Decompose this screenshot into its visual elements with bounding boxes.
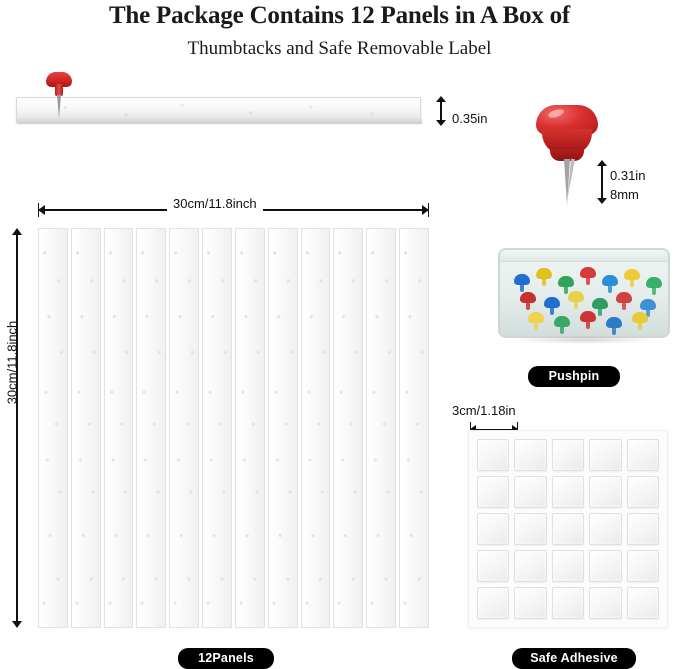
panel-strip bbox=[104, 228, 134, 628]
adhesive-square bbox=[589, 587, 621, 619]
adhesive-square bbox=[627, 513, 659, 545]
adhesive-square bbox=[552, 439, 584, 471]
adhesive-square bbox=[552, 587, 584, 619]
panel-strip bbox=[399, 228, 429, 628]
pushpin-box-shadow bbox=[508, 336, 660, 344]
pushpin-box bbox=[498, 248, 670, 346]
adhesive-caption-badge: Safe Adhesive bbox=[512, 648, 636, 669]
panel-thickness-label: 0.35in bbox=[452, 111, 488, 126]
adhesive-square bbox=[589, 439, 621, 471]
adhesive-square bbox=[552, 550, 584, 582]
adhesive-square bbox=[477, 476, 509, 508]
panel-strip bbox=[366, 228, 396, 628]
panel-height-dimension-arrow-icon bbox=[10, 228, 24, 628]
pushpin-item bbox=[558, 276, 574, 287]
pushpin-item bbox=[602, 275, 618, 286]
panel-side-view bbox=[16, 97, 421, 127]
panel-height-label: 30cm/11.8inch bbox=[4, 320, 20, 405]
adhesive-size-label: 3cm/1.18in bbox=[452, 403, 516, 418]
adhesive-square bbox=[477, 439, 509, 471]
panel-strip bbox=[268, 228, 298, 628]
pushpin-item bbox=[520, 292, 536, 303]
pushpin-item bbox=[632, 312, 648, 323]
pushpin-item bbox=[592, 298, 608, 309]
panel-width-label: 30cm/11.8inch bbox=[167, 196, 263, 211]
pin-length-inch-label: 0.31in bbox=[610, 168, 646, 183]
adhesive-square bbox=[589, 476, 621, 508]
pushpin-icon-small bbox=[42, 72, 82, 132]
adhesive-square bbox=[514, 587, 546, 619]
adhesive-square bbox=[477, 550, 509, 582]
adhesive-square bbox=[477, 513, 509, 545]
adhesive-square bbox=[514, 476, 546, 508]
pushpin-item bbox=[616, 292, 632, 303]
adhesive-square bbox=[552, 476, 584, 508]
panel-strip bbox=[333, 228, 363, 628]
adhesive-square bbox=[589, 550, 621, 582]
page-subtitle: Thumbtacks and Safe Removable Label bbox=[187, 38, 492, 59]
adhesive-square bbox=[627, 550, 659, 582]
panel-strip bbox=[235, 228, 265, 628]
panel-strip bbox=[136, 228, 166, 628]
pushpin-item bbox=[580, 311, 596, 322]
adhesive-square bbox=[514, 513, 546, 545]
adhesive-square bbox=[627, 439, 659, 471]
pushpin-item bbox=[624, 269, 640, 280]
pushpin-item bbox=[606, 317, 622, 328]
pushpin-item bbox=[568, 291, 584, 302]
panel-strip bbox=[71, 228, 101, 628]
pushpin-item bbox=[580, 267, 596, 278]
adhesive-square bbox=[514, 550, 546, 582]
pushpin-needle bbox=[57, 95, 61, 119]
panel-strip bbox=[301, 228, 331, 628]
panel-strip bbox=[202, 228, 232, 628]
adhesive-square bbox=[477, 587, 509, 619]
pushpin-box-tub bbox=[498, 248, 670, 338]
adhesive-square bbox=[627, 476, 659, 508]
pushpin-item bbox=[514, 274, 530, 285]
adhesive-sheet bbox=[468, 430, 668, 628]
adhesive-square bbox=[514, 439, 546, 471]
page-title: The Package Contains 12 Panels in A Box of bbox=[108, 2, 571, 29]
adhesive-square bbox=[589, 513, 621, 545]
pushpin-item bbox=[544, 297, 560, 308]
panel-strip bbox=[38, 228, 68, 628]
adhesive-square bbox=[627, 587, 659, 619]
pin-length-dimension-arrow-icon bbox=[596, 160, 608, 204]
pushpin-box-rim bbox=[500, 250, 670, 262]
pin-length-mm-label: 8mm bbox=[610, 187, 639, 202]
adhesive-square bbox=[552, 513, 584, 545]
pushpin-item bbox=[640, 299, 656, 310]
pushpin-item bbox=[536, 268, 552, 279]
pushpin-item bbox=[646, 277, 662, 288]
thickness-dimension-arrow-icon bbox=[434, 96, 448, 126]
panel-strip bbox=[169, 228, 199, 628]
pushpin-caption-badge: Pushpin bbox=[528, 366, 620, 387]
panels-grid bbox=[38, 228, 429, 628]
pushpin-item bbox=[554, 316, 570, 327]
pushpin-item bbox=[528, 312, 544, 323]
panels-caption-badge: 12Panels bbox=[178, 648, 274, 669]
